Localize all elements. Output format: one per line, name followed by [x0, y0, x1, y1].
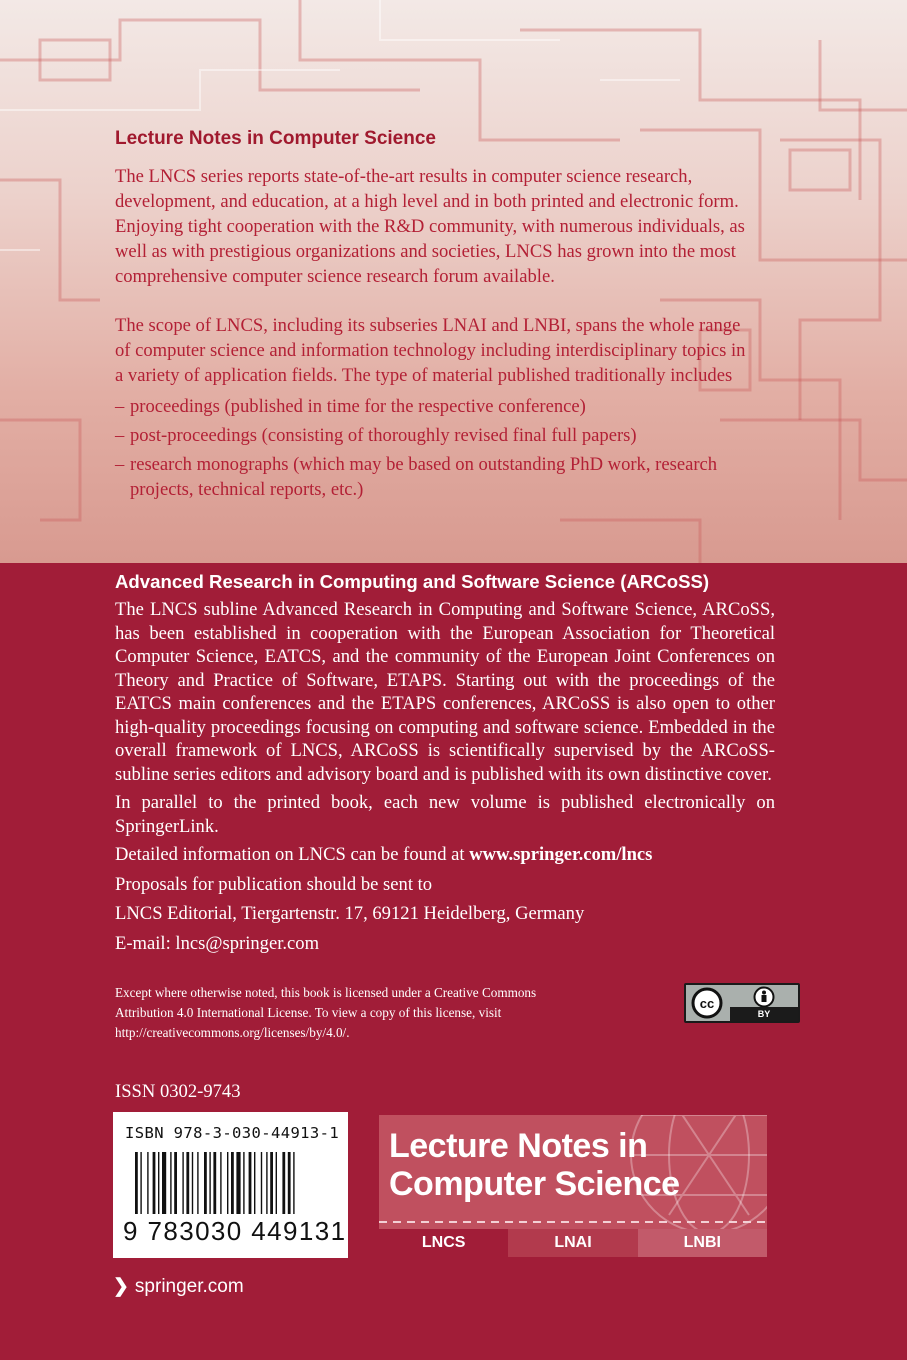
series-heading: Lecture Notes in Computer Science [115, 128, 436, 149]
contact-email[interactable]: E-mail: lncs@springer.com [115, 932, 320, 954]
arcoss-heading: Advanced Research in Computing and Software Science (ARCoSS) [115, 571, 710, 592]
arcoss-section [115, 571, 775, 961]
chevron-right-icon: ❯ [113, 1276, 129, 1297]
barcode-bar [197, 1152, 198, 1214]
barcode-bar [288, 1152, 291, 1214]
barcode-bar [158, 1152, 159, 1214]
barcode-bar [182, 1152, 183, 1214]
springer-link-label: springer.com [134, 1276, 244, 1297]
barcode-bar [192, 1152, 193, 1214]
list-item: – research monographs (which may be based on outstanding PhD work, research projects, technical reports, etc.) [115, 454, 718, 500]
editorial-address: LNCS Editorial, Tiergartenstr. 17, 69121 Heidelberg, Germany [115, 903, 585, 924]
barcode-digits: 9 783030 449131 [123, 1216, 347, 1246]
cc-by-badge[interactable] [684, 983, 800, 1023]
barcode-bar [162, 1152, 166, 1214]
barcode-bar [293, 1152, 294, 1214]
list-item: – post-proceedings (consisting of thoroughly revised final full papers) [115, 425, 637, 446]
barcode-bar [170, 1152, 171, 1214]
license-notice: Except where otherwise noted, this book is licensed under a Creative Commons Attribution 4.0 International License. To view a copy of this license, visit http://creativecommons.org/licenses/by/4.0/. [115, 985, 537, 1040]
barcode-bar [249, 1152, 252, 1214]
logo-dashed-divider [379, 1221, 767, 1223]
isbn-barcode [113, 1112, 348, 1258]
barcode-bar [186, 1152, 189, 1214]
bullet-dash: – [115, 454, 125, 475]
lncs-url-link[interactable]: www.springer.com/lncs [469, 844, 653, 865]
proposals-line: Proposals for publication should be sent to [115, 873, 433, 895]
lncs-logo-title: Lecture Notes in Computer Science [389, 1127, 680, 1203]
info-line: Detailed information on LNCS can be found at www.springer.com/lncs [115, 844, 653, 865]
subseries-lnbi: LNBI [638, 1229, 767, 1257]
subseries-lncs: LNCS [379, 1229, 508, 1257]
barcode-bar [276, 1152, 277, 1214]
barcode-bar [135, 1152, 138, 1214]
barcode-bar [213, 1152, 216, 1214]
barcode-bar [147, 1152, 148, 1214]
barcode-bar [174, 1152, 177, 1214]
cc-by-label: BY [730, 1007, 798, 1021]
series-description: The LNCS series reports state-of-the-art results in computer science research, development, and education, at a high level and in both printed and electronic form. Enjoying tight cooperation with the R&D community, with numerous individuals, as well as with prestigious organizations and societies, LNCS has grown into the most comprehensive computer science research forum available. [115, 166, 745, 287]
by-person-icon [730, 985, 798, 1007]
bullet-dash: – [115, 425, 125, 446]
barcode-bar [243, 1152, 244, 1214]
barcode-bar [261, 1152, 262, 1214]
isbn-text: ISBN 978-3-030-44913-1 [125, 1124, 340, 1142]
barcode-bar [282, 1152, 285, 1214]
barcode-bar [204, 1152, 207, 1214]
lncs-description [115, 128, 755, 506]
bullet-dash: – [115, 396, 125, 417]
barcode-bar [254, 1152, 255, 1214]
cover-bottom-panel [0, 563, 907, 1360]
barcode-bar [209, 1152, 210, 1214]
barcode-bar [266, 1152, 267, 1214]
arcoss-description: The LNCS subline Advanced Research in Computing and Software Science, ARCoSS, has been established in cooperation with the European Association for Theoretical Computer Science, EATCS, and the community of the European Joint Conferences on Theory and Practice of Software, ETAPS. Starting out with the proceedings of the EATCS main conferences and the ETAPS conferences, ARCoSS is also open to other high-quality proceedings focusing on computing and software science. Embedded in the overall framework of LNCS, ARCoSS is scientifically supervised by the ARCoSS-subline series editors and advisory board and is published with its own distinctive cover. [115, 599, 775, 785]
list-item: – proceedings (published in time for the respective conference) [115, 396, 586, 417]
material-list [115, 394, 755, 502]
barcode-bar [227, 1152, 228, 1214]
barcode-bar [270, 1152, 273, 1214]
scope-description: The scope of LNCS, including its subseries LNAI and LNBI, spans the whole range of computer science and information technology including interdisciplinary topics in a variety of application fields. The type of material published traditionally includes [115, 315, 746, 386]
springerlink-note: In parallel to the printed book, each new volume is published electronically on SpringerLink. [115, 792, 775, 837]
svg-text:cc: cc [699, 996, 715, 1011]
barcode-bar [140, 1152, 141, 1214]
springer-link[interactable] [113, 1275, 244, 1298]
cc-icon [686, 985, 730, 1021]
cover-top-panel [0, 0, 907, 563]
barcode-bar [231, 1152, 234, 1214]
lncs-series-logo [379, 1115, 767, 1257]
barcode-bar [153, 1152, 156, 1214]
barcode-bar [220, 1152, 221, 1214]
subseries-lnai: LNAI [508, 1229, 637, 1257]
issn: ISSN 0302-9743 [115, 1081, 241, 1102]
subseries-bar [379, 1229, 767, 1257]
barcode-bar [236, 1152, 240, 1214]
